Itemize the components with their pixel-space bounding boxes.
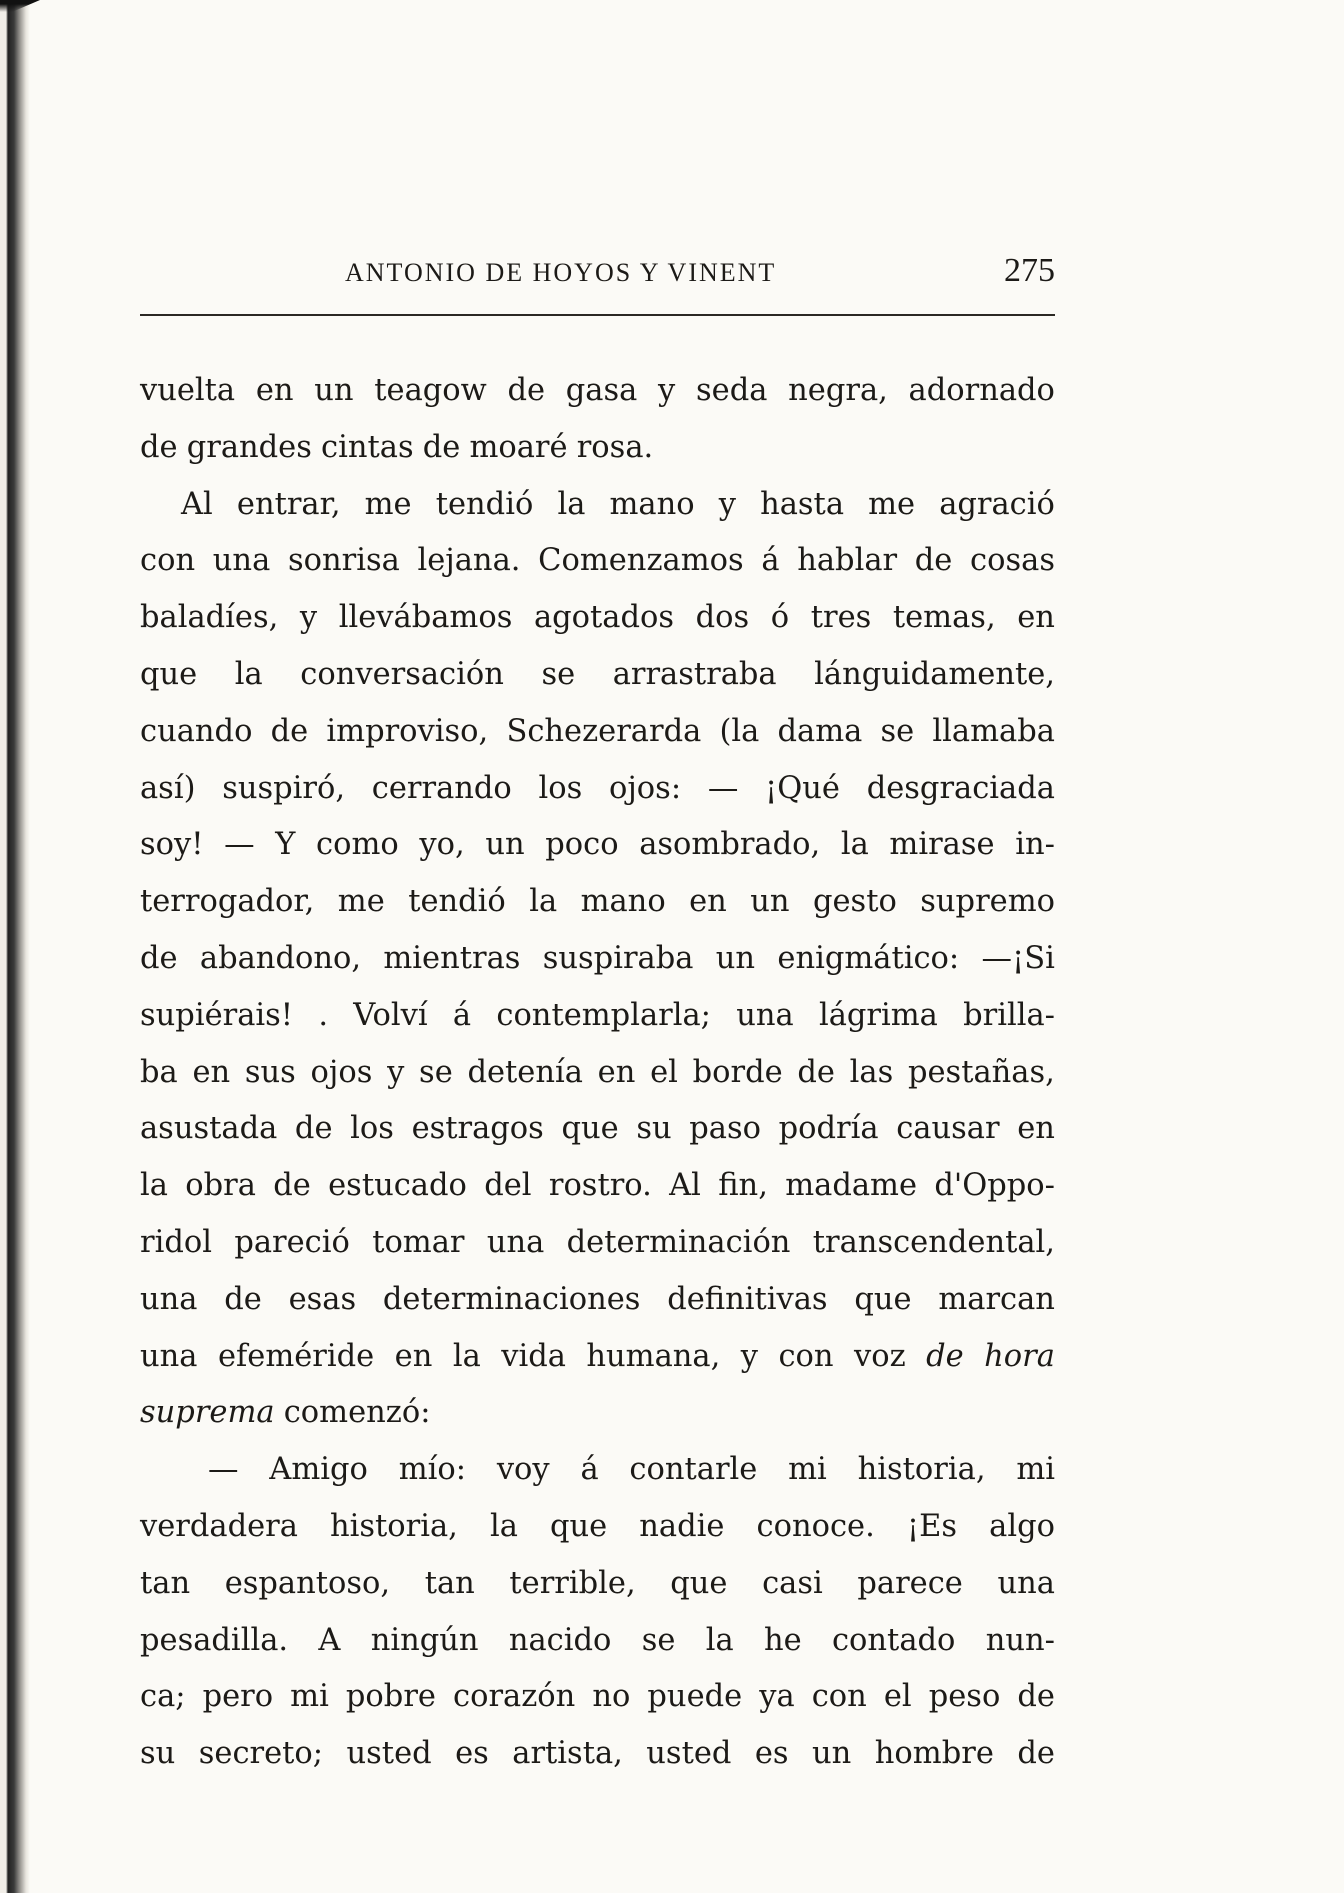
word: contemplarla;	[496, 997, 711, 1033]
word: seda	[696, 373, 768, 408]
word: un	[715, 940, 756, 976]
text-line	[140, 420, 1055, 477]
word: voz	[854, 1338, 906, 1374]
text-line	[140, 874, 1055, 931]
word: secreto;	[198, 1736, 324, 1772]
page-number: 275	[1004, 252, 1055, 289]
word: improviso,	[326, 713, 489, 749]
word: ojos:	[608, 770, 682, 806]
word: dama	[777, 713, 863, 749]
word: de	[507, 373, 546, 408]
word: historia,	[857, 1452, 986, 1488]
word: se	[880, 713, 915, 749]
word: fin,	[718, 1168, 768, 1204]
word: de	[294, 1111, 333, 1147]
word: y	[299, 600, 318, 636]
word: negra,	[788, 373, 888, 408]
word: in-	[1015, 827, 1055, 863]
word: la	[557, 486, 586, 522]
header-rule	[140, 314, 1055, 316]
word: tan	[424, 1565, 475, 1601]
word: una	[140, 1338, 198, 1374]
text-line	[140, 1499, 1055, 1556]
word: mientras	[383, 940, 521, 976]
word: pobre	[345, 1679, 436, 1715]
word: espantoso,	[224, 1565, 391, 1601]
text-line	[140, 931, 1055, 988]
word: obra	[185, 1168, 256, 1204]
word: ¡Qué	[765, 770, 840, 806]
word: Al	[181, 486, 213, 522]
word: sus	[244, 1054, 296, 1090]
word: es	[754, 1736, 789, 1772]
word: en	[394, 1338, 433, 1374]
word: una	[997, 1565, 1055, 1601]
word: algo	[989, 1508, 1055, 1544]
running-head: ANTONIO DE HOYOS Y VINENT	[345, 258, 777, 287]
word: mano	[580, 884, 666, 920]
word: rostro.	[548, 1168, 652, 1204]
word: estucado	[328, 1168, 467, 1204]
word: voy	[496, 1452, 550, 1488]
word: arrastraba	[612, 656, 777, 692]
word: agració	[939, 486, 1055, 522]
word: me	[364, 486, 412, 522]
text-line	[140, 1101, 1055, 1158]
text-line	[140, 1158, 1055, 1215]
word: suprema	[140, 1395, 275, 1431]
word: usted	[646, 1736, 732, 1772]
word: de	[422, 429, 461, 465]
word: ca;	[140, 1679, 186, 1715]
word: gasa	[565, 373, 638, 408]
word: —	[224, 827, 255, 863]
word: —¡Si	[981, 940, 1055, 976]
word: con	[811, 1679, 867, 1715]
word: de	[140, 429, 178, 465]
word: á	[580, 1452, 599, 1488]
word: grandes	[186, 429, 312, 465]
word: es	[455, 1736, 489, 1772]
word: efeméride	[217, 1338, 375, 1374]
page-header	[140, 252, 1055, 302]
word: Y	[275, 827, 296, 863]
word: humana,	[586, 1338, 721, 1374]
word: de	[926, 1338, 964, 1374]
word: ningún	[370, 1622, 479, 1658]
word: con	[140, 543, 196, 579]
text-line	[140, 363, 1055, 420]
word: lejana.	[417, 543, 521, 579]
word: una	[140, 1281, 198, 1317]
word: del	[484, 1168, 532, 1204]
word: de	[224, 1281, 262, 1317]
word: abandono,	[199, 940, 362, 976]
word: mío:	[398, 1452, 467, 1488]
word: llevábamos	[338, 600, 513, 636]
word: conoce.	[756, 1508, 875, 1544]
word: peso	[928, 1679, 1001, 1715]
word: gesto	[812, 884, 897, 920]
word: no	[592, 1679, 631, 1715]
text-line	[140, 817, 1055, 874]
word: llamaba	[932, 713, 1055, 749]
word: mano	[609, 486, 695, 522]
word: su	[140, 1736, 176, 1772]
word: la	[234, 656, 263, 692]
word: y	[658, 373, 676, 408]
word: temas,	[892, 600, 996, 636]
word: causar	[896, 1111, 1000, 1147]
word: Al	[669, 1168, 701, 1204]
word: marcan	[938, 1281, 1055, 1317]
word: en	[1017, 600, 1055, 636]
word: tan	[140, 1565, 191, 1601]
word: ba	[140, 1054, 178, 1090]
text-line	[140, 1556, 1055, 1613]
word: que	[854, 1281, 912, 1317]
word: de	[270, 713, 309, 749]
word: parece	[857, 1565, 963, 1601]
text-line	[140, 533, 1055, 590]
word: verdadera	[140, 1508, 298, 1544]
word: conversación	[300, 656, 504, 692]
word: los	[350, 1111, 394, 1147]
text-line	[140, 590, 1055, 647]
word: la	[452, 1338, 481, 1374]
word: teagow	[374, 373, 487, 408]
word: d'Oppo-	[934, 1168, 1055, 1204]
word: ridol	[140, 1224, 212, 1260]
word: de	[1017, 1736, 1055, 1772]
word: corazón	[453, 1679, 576, 1715]
text-line	[140, 1329, 1055, 1386]
word: en	[597, 1054, 636, 1090]
word: (la	[719, 713, 760, 749]
word: pesadilla.	[140, 1622, 289, 1658]
word: á	[761, 543, 780, 579]
body-text	[140, 363, 1055, 1783]
word: un	[750, 884, 790, 920]
word: se	[419, 1054, 453, 1090]
word: hora	[984, 1338, 1055, 1374]
word: contado	[831, 1622, 956, 1658]
word: en	[192, 1054, 231, 1090]
word: baladíes,	[140, 600, 279, 636]
word: ¡Es	[906, 1508, 958, 1544]
word: con	[778, 1338, 834, 1374]
word: lágrima	[818, 997, 938, 1033]
word: lánguidamente,	[814, 656, 1055, 692]
word: terrogador,	[140, 884, 315, 920]
word: definitivas	[667, 1281, 828, 1317]
word: casi	[762, 1565, 823, 1601]
text-line	[140, 1669, 1055, 1726]
word: moaré	[469, 429, 568, 465]
word: .	[318, 997, 329, 1033]
word: una	[736, 997, 794, 1033]
word: mi	[1016, 1452, 1055, 1488]
word: he	[763, 1622, 802, 1658]
word: de	[797, 1054, 835, 1090]
word: un	[812, 1736, 852, 1772]
word: de	[1017, 1679, 1055, 1715]
word: en	[1017, 1111, 1055, 1147]
word: me	[868, 486, 916, 522]
word: vuelta	[140, 373, 236, 408]
word: su	[636, 1111, 672, 1147]
word: y	[740, 1338, 758, 1374]
word: una	[486, 1224, 545, 1260]
text-line	[140, 1726, 1055, 1783]
word: nacido	[508, 1622, 612, 1658]
text-line	[140, 647, 1055, 704]
word: mi	[788, 1452, 827, 1488]
word: la	[529, 884, 558, 920]
word: yo,	[419, 827, 465, 863]
word: y	[718, 486, 736, 522]
word: sonrisa	[287, 543, 400, 579]
word: me	[337, 884, 385, 920]
word: un	[485, 827, 525, 863]
word: y	[387, 1054, 405, 1090]
word: á	[452, 997, 472, 1033]
word: enigmático:	[777, 940, 960, 976]
word: desgraciada	[866, 770, 1055, 806]
word: que	[670, 1565, 728, 1601]
text-line	[140, 1045, 1055, 1102]
word: puede	[647, 1679, 743, 1715]
word: agotados	[533, 600, 675, 636]
word: pero	[202, 1679, 274, 1715]
word: suspiró,	[222, 770, 346, 806]
word: determinación	[566, 1224, 791, 1260]
word: cosas	[970, 543, 1055, 579]
word: contarle	[629, 1452, 758, 1488]
text-line	[140, 477, 1055, 534]
word: transcendental,	[812, 1224, 1055, 1260]
word: que	[549, 1508, 608, 1544]
word: asombrado,	[639, 827, 821, 863]
word: artista,	[512, 1736, 623, 1772]
word: ojos	[310, 1054, 373, 1090]
word: esas	[288, 1281, 357, 1317]
word: la	[840, 827, 869, 863]
page-binding-shadow	[0, 0, 30, 1893]
word: asustada	[140, 1111, 278, 1147]
text-line	[140, 1272, 1055, 1329]
word: podría	[778, 1111, 879, 1147]
word: la	[705, 1622, 734, 1658]
word: la	[140, 1168, 168, 1204]
word: nadie	[639, 1508, 725, 1544]
word: tomar	[372, 1224, 465, 1260]
word: terrible,	[509, 1565, 636, 1601]
word: comenzó:	[283, 1395, 431, 1431]
word: madame	[785, 1168, 918, 1204]
word: A	[318, 1622, 341, 1658]
word: supiérais!	[140, 997, 294, 1033]
word: tendió	[435, 486, 534, 522]
word: Amigo	[269, 1452, 368, 1488]
text-line	[140, 704, 1055, 761]
word: borde	[692, 1054, 783, 1090]
word: historia,	[329, 1508, 458, 1544]
word: los	[538, 770, 583, 806]
word: Schezerarda	[506, 713, 702, 749]
word: en	[255, 373, 294, 408]
word: adornado	[908, 373, 1055, 408]
word: una	[212, 543, 271, 579]
word: de	[273, 1168, 311, 1204]
word: supremo	[920, 884, 1055, 920]
word: soy!	[140, 827, 204, 863]
word: entrar,	[236, 486, 341, 522]
word: Volví	[353, 997, 428, 1033]
word: tendió	[408, 884, 506, 920]
word: un	[314, 373, 354, 408]
word: vida	[501, 1338, 566, 1374]
word: ó	[770, 600, 790, 636]
word: se	[641, 1622, 676, 1658]
word: se	[541, 656, 576, 692]
word: suspiraba	[542, 940, 694, 976]
word: —	[707, 770, 739, 806]
word: de	[140, 940, 178, 976]
word: como	[316, 827, 399, 863]
word: así)	[140, 770, 196, 806]
text-line	[140, 988, 1055, 1045]
word: Comenzamos	[538, 543, 744, 579]
word: el	[883, 1679, 912, 1715]
word: cintas	[321, 429, 414, 465]
text-line	[140, 1613, 1055, 1670]
word: de	[914, 543, 953, 579]
word: —	[208, 1452, 239, 1488]
word: nun-	[985, 1622, 1055, 1658]
text-line	[140, 1215, 1055, 1272]
word: en	[689, 884, 727, 920]
word: pestañas,	[907, 1054, 1055, 1090]
word: detenía	[467, 1054, 583, 1090]
word: el	[650, 1054, 678, 1090]
word: brilla-	[963, 997, 1055, 1033]
word: hablar	[797, 543, 898, 579]
word: hombre	[874, 1736, 994, 1772]
word: usted	[346, 1736, 432, 1772]
word: determinaciones	[382, 1281, 641, 1317]
word: pareció	[234, 1224, 350, 1260]
word: mi	[290, 1679, 329, 1715]
word: rosa.	[576, 429, 654, 465]
word: la	[489, 1508, 518, 1544]
word: ya	[759, 1679, 795, 1715]
word: tres	[810, 600, 872, 636]
word: paso	[689, 1111, 761, 1147]
text-line	[140, 1385, 1055, 1442]
word: mirase	[889, 827, 995, 863]
text-line	[140, 1442, 1055, 1499]
word: las	[849, 1054, 894, 1090]
text-line	[140, 761, 1055, 818]
word: que	[140, 656, 198, 692]
word: hasta	[760, 486, 844, 522]
word: cuando	[140, 713, 253, 749]
word: estragos	[411, 1111, 544, 1147]
word: poco	[545, 827, 619, 863]
word: dos	[695, 600, 750, 636]
word: cerrando	[371, 770, 512, 806]
word: que	[561, 1111, 619, 1147]
